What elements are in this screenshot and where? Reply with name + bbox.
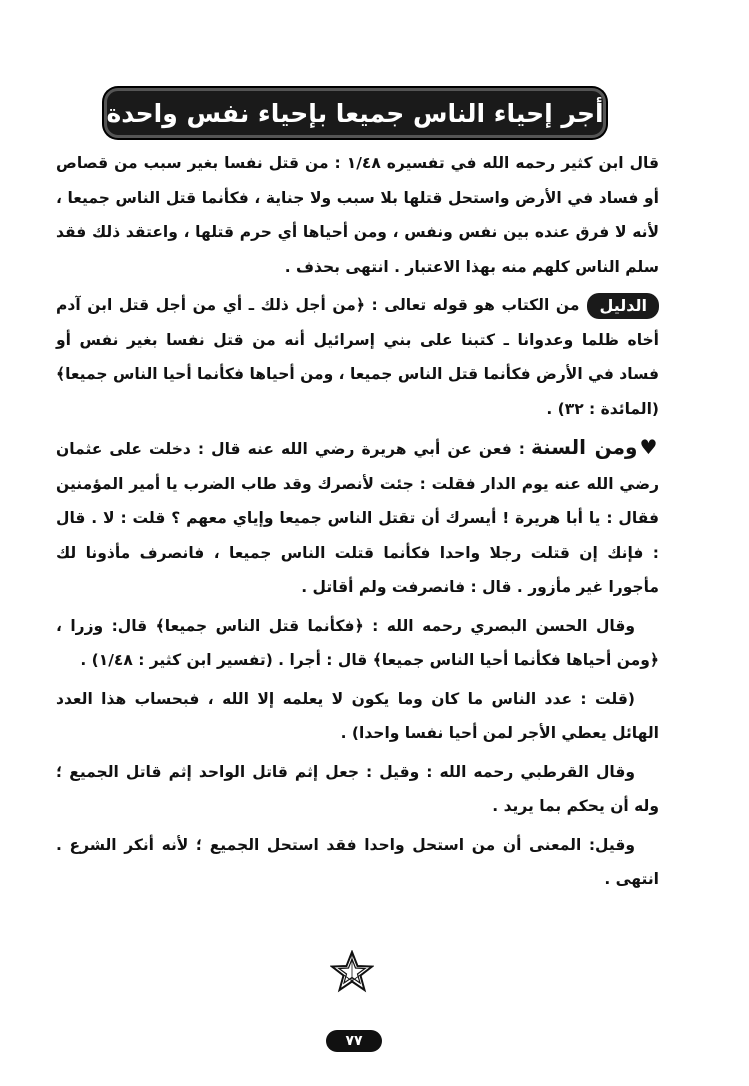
page-number: ٧٧ [326,1030,382,1052]
evidence-text: من الكتاب هو قوله تعالى : ﴿من أجل ذلك ـ أي من أجل قتل ابن آدم أخاه ظلما وعدوانا ـ كتبنا على بني إسرائيل أنه من قتل نفسا بغير نفس أو فساد في الأرض فكأنما قتل الناس جميعا ، ومن أحياها فكأنما أحيا الناس جميعا﴾ (المائدة : ٣٢) . [56,296,659,418]
paragraph-hasan-basri: وقال الحسن البصري رحمه الله : ﴿فكأنما قتل الناس جميعا﴾ قال: وزرا ، ﴿ومن أحياها فكأنما أحيا الناس جميعا﴾ قال : أجرا . (تفسير ابن كثير : ١/٤٨) . [56,616,659,669]
paragraph-evidence-quran [56,288,659,426]
paragraph-qurtubi-second: وقيل: المعنى أن من استحل واحدا فقد استحل الجميع ؛ لأنه أنكر الشرع . انتهى . [56,835,659,888]
paragraph-ibn-kathir: قال ابن كثير رحمه الله في تفسيره ١/٤٨ : من قتل نفسا بغير سبب من قصاص أو فساد في الأرض واستحل قتلها بلا سبب ولا جناية ، فكأنما قتل الناس جميعا ، لأنه لا فرق عنده بين نفس ونفس ، ومن أحياها أي حرم قتلها ، واعتقد ذلك فقد سلم الناس كلهم منه بهذا الاعتبار . انتهى بحذف . [56,154,659,276]
sunnah-label: ومن السنة [531,435,638,459]
sunnah-text: : فعن عن أبي هريرة رضي الله عنه قال : دخلت على عثمان رضي الله عنه يوم الدار فقلت : جئت لأنصرك وقد طاب الضرب يا أمير المؤمنين فقال : يا أبا هريرة ! أيسرك أن تقتل الناس جميعا وإياي معهم ؟ قلت : لا . قال : فإنك إن قتلت رجلا واحدا فكأنما قتلت الناس جميعا ، فانصرف مأذونا لك مأجورا غير مأزور . قال : فانصرفت ولم أقاتل . [56,440,659,596]
chapter-title: أجر إحياء الناس جميعا بإحياء نفس واحدة [106,98,604,128]
evidence-label: الدليل [587,293,659,319]
page-body [56,146,659,901]
paragraph-sunnah [56,430,659,605]
star-ornament-icon [330,950,374,994]
paragraph-author-note: (قلت : عدد الناس ما كان وما يكون لا يعلمه إلا الله ، فبحساب هذا العدد الهائل يعطي الأجر لمن أحيا نفسا واحدا) . [56,689,659,742]
paragraph-qurtubi: وقال القرطبي رحمه الله : وقيل : جعل إثم قاتل الواحد إثم قاتل الجميع ؛ وله أن يحكم بما يريد . [56,762,659,815]
chapter-title-box [104,88,606,138]
heart-icon: ♥ [639,435,660,459]
